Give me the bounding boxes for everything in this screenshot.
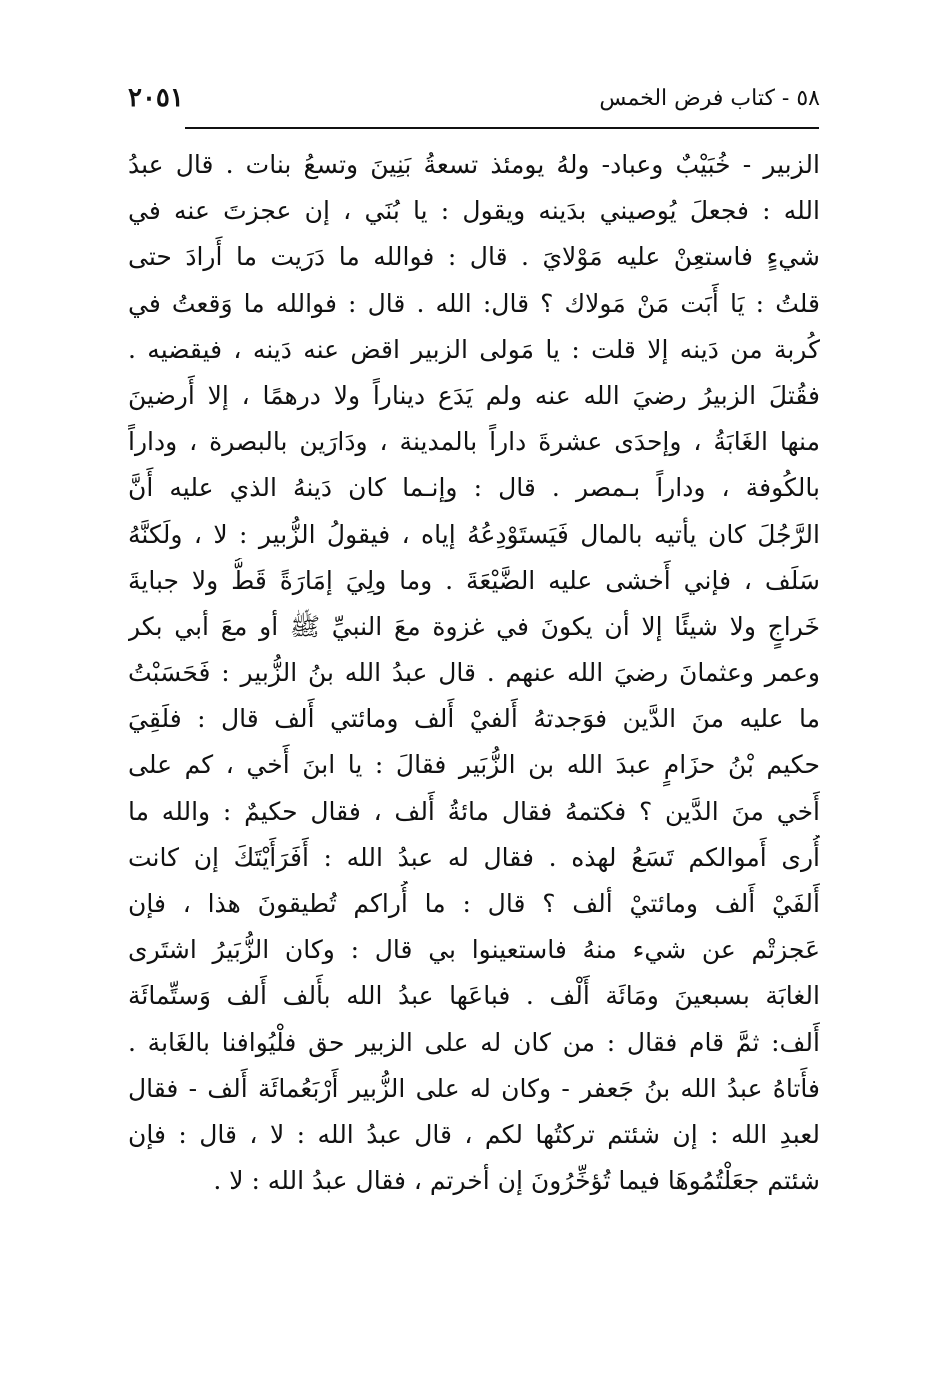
text-line: أُرى أَموالكم تَسَعُ لهذه . فقال له عبدُ الله : أَفَرَأَيْتَكَ إن كانت [128,842,820,872]
text-line: شيءٍ فاستعِنْ عليه مَوْلايَ . قال : فوالله ما دَرَيت ما أَرادَ حتى [128,242,820,272]
text-line: الغابَة بسبعينَ ومَائَة أَلْف . فباعَها عبدُ الله بأَلف أَلف وَستِّمائَة [128,981,820,1011]
text-line: سَلَف ، فإني أَخشى عليه الضَّيْعَةَ . وما ولِيَ إمَارَةً قَطُّ ولا جبايةَ [128,565,820,595]
text-line: بالكُوفة ، وداراً بـمصر . قال : وإنـما كان دَينهُ الذي عليه أَنَّ [128,473,820,503]
text-line: وعمر وعثمانَ رضيَ الله عنهم . قال عبدُ الله بنُ الزُّبير : فَحَسَبْتُ [128,658,820,688]
running-title: ٥٨ - كتاب فرض الخمس [599,86,820,111]
text-line: أَلف: ثمَّ قام فقال : من كان له على الزبير حق فلْيُوافنا بالغَابة . [128,1027,820,1057]
text-line: فأَتاهُ عبدُ الله بنُ جَعفر - وكان له على الزُّبير أَرْبَعُمائَة أَلف - فقال [128,1073,820,1103]
text-line: عَجزتْم عن شيء منهُ فاستعينوا بي قال : وكان الزُّبَيرُ اشتَرى [128,935,820,965]
page-header [128,82,820,122]
header-rule [185,127,819,129]
text-line: أَلفَيْ أَلف ومائتيْ ألف ؟ قال : ما أُراكم تُطيقونَ هذا ، فإن [128,889,820,918]
text-line: كُربة من دَينه إلا قلت : يا مَولى الزبير اقض عنه دَينه ، فيقضيه . [128,334,820,364]
text-line: ما عليه منَ الدَّين فوَجدتهُ أَلفيْ أَلف ومائتي أَلف قال : فلَقِيَ [128,704,820,734]
text-line: أَخي منَ الدَّين ؟ فكتمهُ فقال مائةُ أَلف ، فقال حكيمٌ : والله ما [128,796,820,826]
text-line: فقُتلَ الزبيرُ رضيَ الله عنه ولم يَدَع ديناراً ولا درهمًا ، إلا أَرضينَ [128,380,820,410]
text-line: خَراجٍ ولا شيئًا إلا أن يكونَ في غزوة معَ النبيِّ ﷺ أو معَ أبي بكر [128,611,820,641]
page-number: ٢٠٥١ [128,83,184,113]
text-line: الله : فجعلَ يُوصيني بدَينه ويقول : يا بُنَي ، إن عجزتَ عنه في [128,196,820,226]
text-line: منها الغَابَةُ ، وإحدَى عشرةَ داراً بالمدينة ، ودَارَين بالبصرة ، وداراً [128,427,820,457]
text-line: لعبدِ الله : إن شئتم تركتُها لكم ، قال عبدُ الله : لا ، قال : فإن [128,1119,820,1149]
body-text [128,142,820,1204]
text-line: الزبير - خُبَيْبٌ وعباد- ولهُ يومئذ تسعةُ بَنِينَ وتسعُ بنات . قال عبدُ [128,150,820,179]
text-line: قلتُ : يَا أَبَت مَنْ مَولاك ؟ قال: الله . قال : فوالله ما وَقعتُ في [128,288,820,318]
text-line: الرَّجُلَ كان يأتيه بالمال فَيَستَوْدِعُهُ إياه ، فيقولُ الزُّبير : لا ، ولَكنَّهُ [128,519,820,549]
text-line: شئتم جعَلْتُمُوهَا فيما تُؤخِّرُونَ إن أخرتم ، فقال عبدُ الله : لا . [213,1166,820,1196]
text-line: حكيم بْنُ حزَامٍ عبدَ الله بن الزُّبَير فقالَ : يا ابنَ أَخي ، كم على [128,750,820,780]
